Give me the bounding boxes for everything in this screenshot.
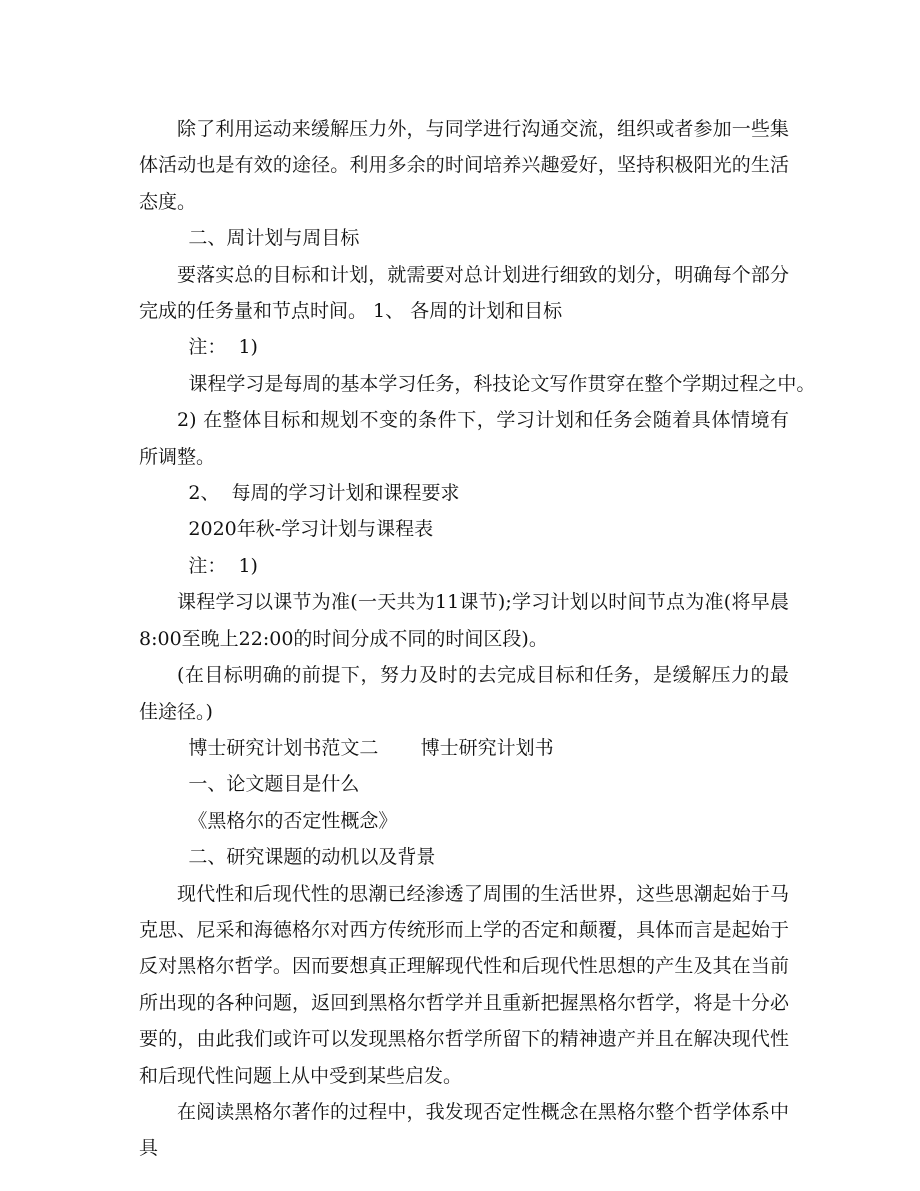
paragraph: 在阅读黑格尔著作的过程中，我发现否定性概念在黑格尔整个哲学体系中具 bbox=[139, 1100, 789, 1160]
thesis-title: 《黑格尔的否定性概念》 bbox=[188, 809, 398, 832]
document-body bbox=[139, 111, 816, 1167]
document-title-line: 博士研究计划书范文二 博士研究计划书 bbox=[188, 736, 554, 759]
paragraph: 2) 在整体目标和规划不变的条件下，学习计划和任务会随着具体情境有所调整。 bbox=[139, 409, 789, 468]
paragraph: 课程学习以课节为准(一天共为11课节);学习计划以时间节点为准(将早晨8:00至晚上22:00的时间分成不同的时间区段)。 bbox=[139, 591, 789, 650]
section-heading: 一、论文题目是什么 bbox=[188, 773, 360, 796]
note-line: 注： 1) bbox=[188, 554, 258, 577]
sub-heading: 2、 每周的学习计划和课程要求 bbox=[188, 482, 460, 505]
paragraph: 现代性和后现代性的思潮已经渗透了周围的生活世界，这些思潮起始于马克思、尼采和海德格尔对西方传统形而上学的否定和颠覆，具体而言是起始于反对黑格尔哲学。因而要想真正理解现代性和后现代性思想的产生及其在当前所出现的各种问题，返回到黑格尔哲学并且重新把握黑格尔哲学，将是十分必要的，由此我们或许可以发现黑格尔哲学所留下的精神遗产并且在解决现代性和后现代性问题上从中受到某些启发。 bbox=[139, 882, 789, 1087]
paragraph: (在目标明确的前提下，努力及时的去完成目标和任务，是缓解压力的最佳途径。) bbox=[139, 664, 789, 723]
text-line: 课程学习是每周的基本学习任务，科技论文写作贯穿在整个学期过程之中。 bbox=[188, 372, 816, 395]
paragraph: 除了利用运动来缓解压力外，与同学进行沟通交流，组织或者参加一些集体活动也是有效的途径。利用多余的时间培养兴趣爱好，坚持积极阳光的生活态度。 bbox=[139, 118, 789, 213]
section-heading: 二、周计划与周目标 bbox=[188, 227, 360, 250]
paragraph: 要落实总的目标和计划，就需要对总计划进行细致的划分，明确每个部分完成的任务量和节点时间。 1、 各周的计划和目标 bbox=[139, 263, 789, 323]
text-line: 2020年秋-学习计划与课程表 bbox=[188, 518, 434, 541]
note-line: 注： 1) bbox=[188, 336, 258, 359]
section-heading: 二、研究课题的动机以及背景 bbox=[188, 846, 436, 869]
